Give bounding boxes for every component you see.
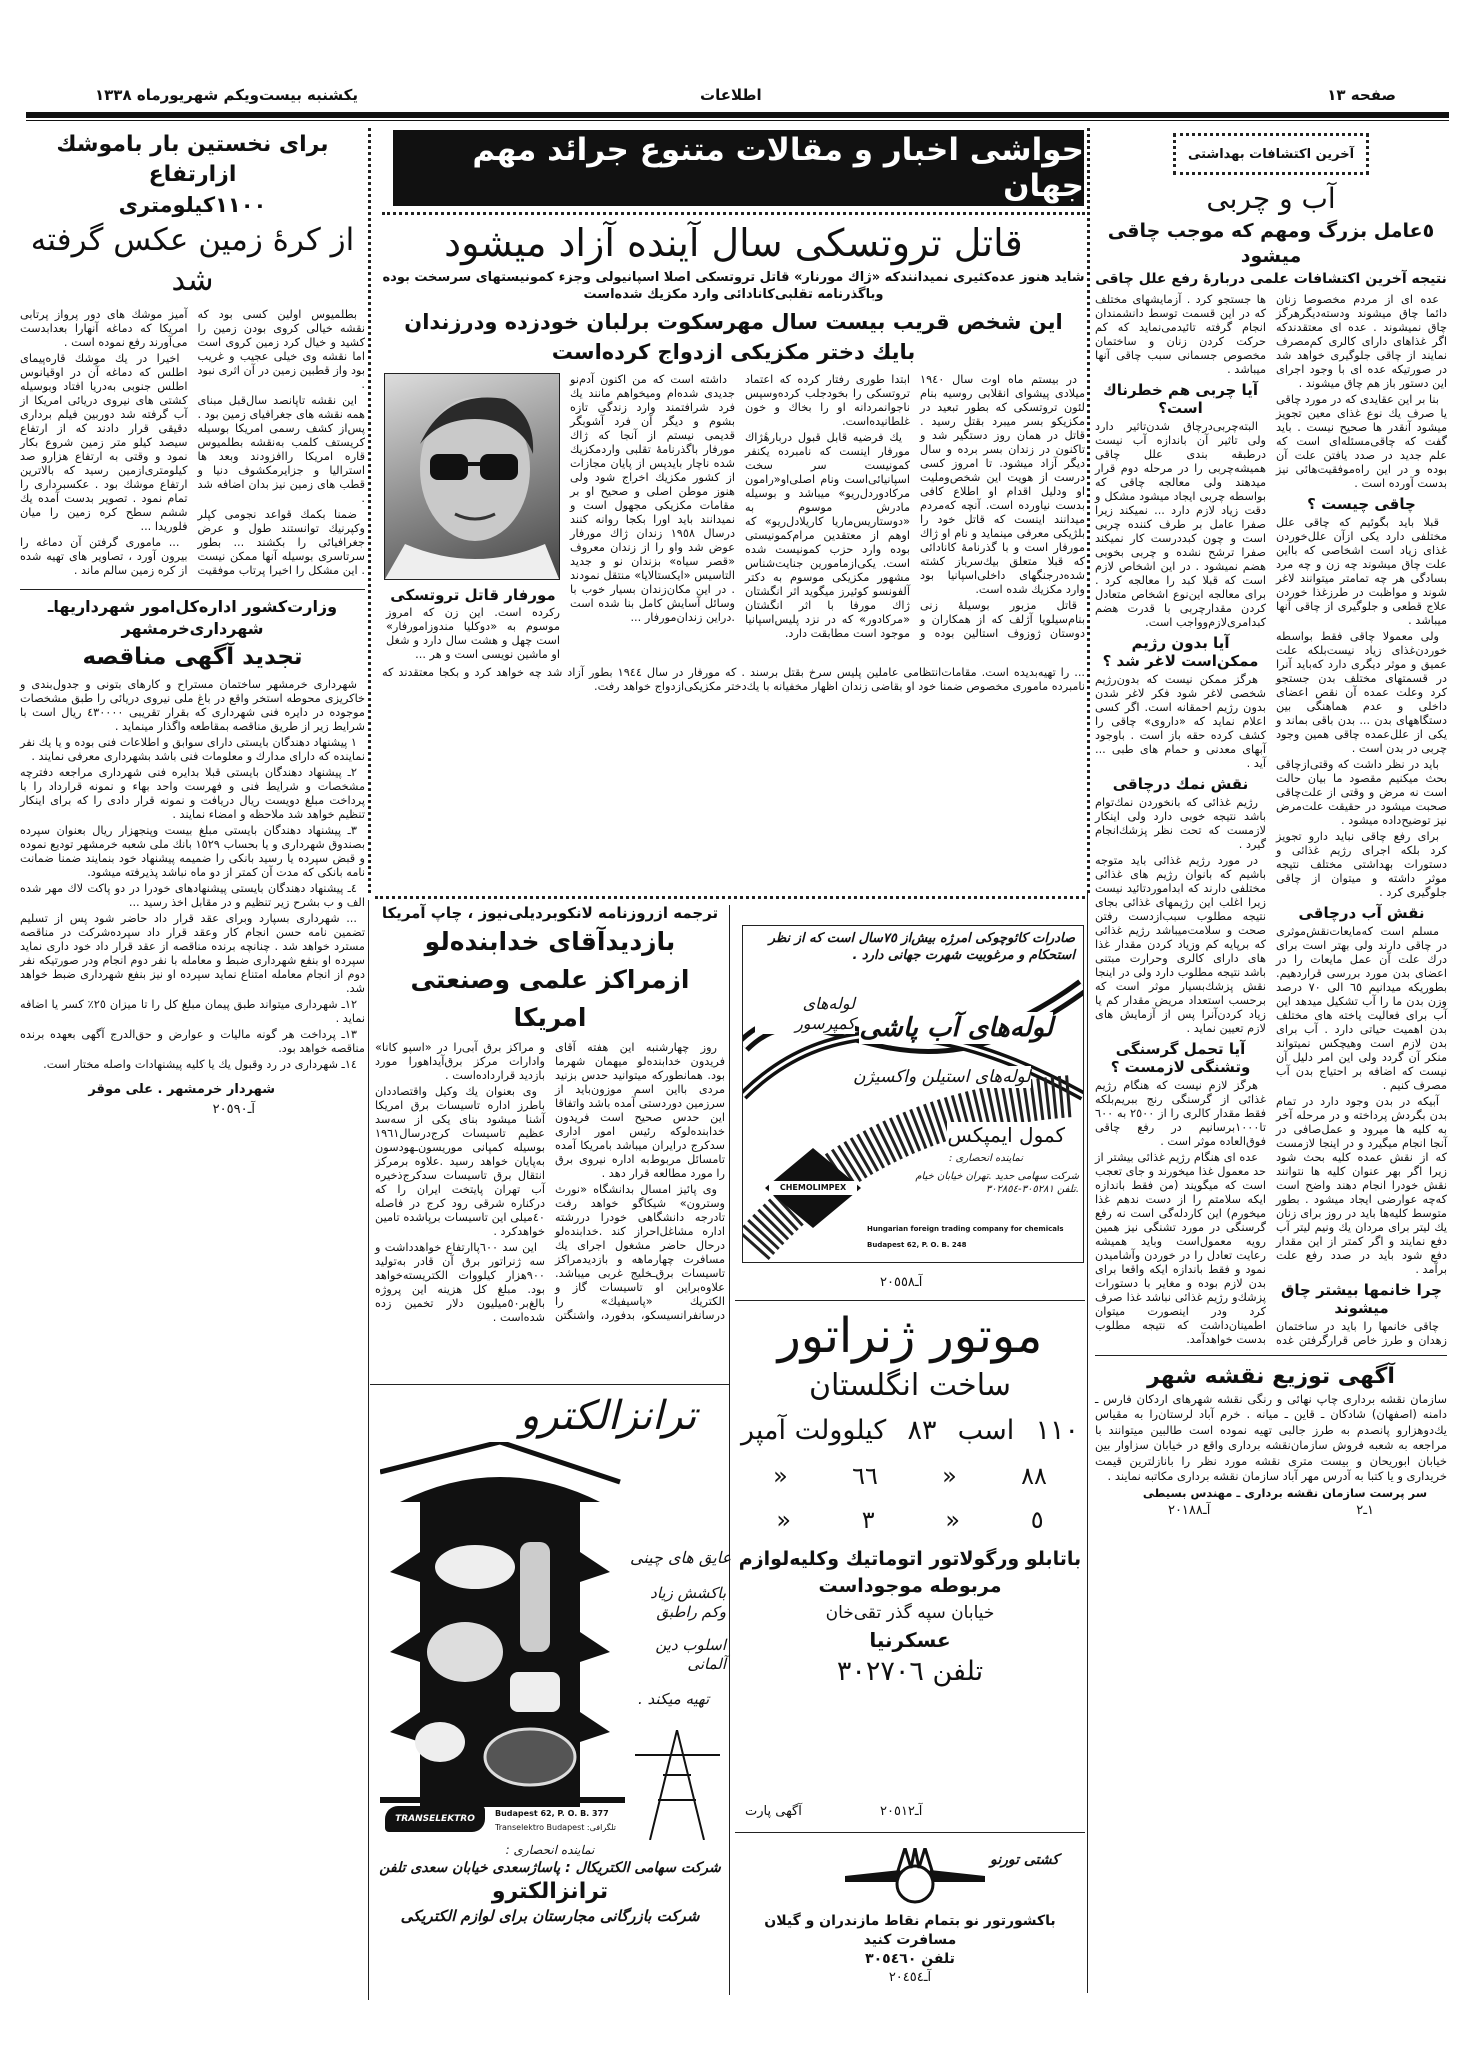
transelektro-address: Budapest 62, P. O. B. 377	[495, 1809, 609, 1818]
tour-ad-text: باکشورتور نو بتمام نقاط مازندران و گیلان مسافرت کنید	[764, 1913, 1056, 1948]
hose-english-line-1: Hungarian foreign trading company for chemicals	[867, 1225, 1064, 1233]
issue-date: یکشنبه بیست‌ویکم شهریورماه ١٣٣٨	[95, 86, 359, 104]
star-rule	[375, 896, 1085, 899]
photo-murderer-portrait	[384, 373, 560, 580]
column-divider	[1087, 893, 1088, 1993]
section-divider	[1095, 1355, 1447, 1356]
tender-organization: وزارت‌کشور اداره‌کل‌امور شهرداریهاـ شهرداری‌خرمشهر	[47, 597, 338, 638]
hose-label-sprinkler: لوله‌های آب پاشی	[859, 1013, 1053, 1043]
transelektro-telegram: Transelektro Budapest :تلگرافی	[495, 1823, 617, 1832]
tour-logo-text: کشتی تورنو	[990, 1852, 1059, 1868]
hose-label-acetylene: لوله‌های استیلن واکسیژن	[853, 1067, 1031, 1087]
section-subheading: نقش نمك درچاقی	[1112, 775, 1249, 793]
ad-code: آـ٢٠١٨٨	[1167, 1502, 1211, 1518]
map-ad-signature: سر پرست سازمان نقشه برداری ـ مهندس بسیطی	[1142, 1485, 1427, 1500]
body-paragraph: عده ای از مردم مخصوصا زنان دائما چاق میشوند ودسته‌دیگرهرگز چاق نمیشوند . عده ای معتقدندکه اگر غذاهای دارای کالری کم‌مصرف نمایند از چاقی جلوگیری خواهد شد در صورتیکه عده ای با وجود اجرای این دستور باز هم چاق میشوند .	[1276, 293, 1447, 390]
body-paragraph: ... شهرداری بسپارد وبرای عقد قرار داد حاضر شود پس از تسلیم تضمین نامه حسن انجام کار وعقد قرار داد سپرده‌شرکت در مناقصه مسترد خواهد شد . چنانچه برنده مناقصه از عقد قرار داد خود داری نماید سپرده او بنفع شهرداری ضبط و معامله با نفر دوم انجام ودر صورتیکه نفر دوم از انجام معامله امتناع نماید سپرده او نیز بنفع شهرداری ضبط خواهد شد.	[20, 912, 365, 995]
missile-article	[20, 130, 365, 579]
transelektro-line-3: اسلوب دین آلمانی	[655, 1636, 726, 1673]
motor-ad-title: موتور ژنراتور	[777, 1308, 1043, 1364]
ad-code: آـ٢٠٤٥٤	[888, 1970, 932, 1985]
spec-kva-label: کیلوولت آمپر	[741, 1414, 887, 1446]
motor-generator-advertisement	[735, 1306, 1085, 1690]
body-paragraph: هرگز لازم نیست که هنگام رژیم غذائی از گرسنگی رنج ببریم‌بلکه فقط مقدار کالری را از ٢٥٠٠ به ٦٠٠ تا١٠٠٠برسانیم در رفع چاقی فوق‌العاده موثر است .	[1095, 1079, 1267, 1148]
spec-row	[741, 1454, 1079, 1498]
motor-ad-phone: تلفن ٣٠٢٧٠٦	[836, 1656, 984, 1687]
section-subheading: آیا تحمل گرسنگی وتشنگی لازمست ؟	[1110, 1040, 1251, 1076]
left-column	[20, 130, 365, 1120]
health-article	[1095, 133, 1447, 1349]
map-ad-codes	[1095, 1502, 1447, 1519]
map-ad-title: آگهی توزیع نقشه شهر	[1147, 1363, 1395, 1389]
spec-hp-label: «	[945, 1506, 961, 1534]
body-paragraph: ٢ـ پیشنهاد دهندگان بایستی قبلا بدایره فنی شهرداری مراجعه دفترچه مشخصات و شرایط فنی و فهرست واحد بهاء و نمونه قرارداد را با پرداخت مبلغ دویست ریال دریافت و نمونه قرار دادی را که برای اینکار تنظیم خواهد شد ملاحظه و امضاء نمایند .	[20, 766, 365, 821]
column-divider	[729, 905, 730, 1995]
chemolimpex-logo: CHEMOLIMPEX	[779, 1183, 847, 1192]
body-paragraph: ... ماموری گرفتن آن دماغه را بیرون آورد ، تصاویر های تهیه شده از کره زمین سالم ماند .	[20, 536, 188, 577]
tender-signature: شهردار خرمشهر . علی موقر	[88, 1082, 275, 1097]
body-paragraph: هرگز ممکن نیست که بدون‌رژیم شخصی لاغر شود فکر لاغر شدن بدون رژیم احمقانه است. اگر کسی اعلام نماید که «داروی» چاقی را کشف کرده حقه باز است . باوجود آبهای معدنی و حمام های طبی ... آید .	[1095, 673, 1266, 770]
trotsky-article	[382, 212, 1085, 694]
body-paragraph: عده ای هنگام رژیم غذائی بیشتر از حد معمول غذا میخورند و جای تعجب است که میگویند (من فقط باندازه ایکه سلامتم را از دست ندهم غذا میخورم) این کاردله‌گی است نه رفع گرسنگی در مورد تشنگی نیز همین رویه معمول‌است وباید همیشه رعایت تعادل را در خوردن وآشامیدن نمود و فقط باندازه ایکه واقعا برای بدن لازم بوده و مغایر با دستورات پزشك‌و رژیم غذائی نباشد غذا صرف کرد ودر اینصورت میتوان اطمینان‌داشت که نتیجه مطلوب بدست خواهدآمد.	[1095, 1151, 1266, 1346]
photo-column	[386, 373, 560, 662]
body-paragraph: در مورد رژیم غذائی باید متوجه باشیم که بانوان رژیم های غذائی مختلفی دارند که ابداموردتائید نیست زیرا اغلب این رژیمهای غذائی بجای نتیجه مطلوب سبب‌ازدست رفتن صحت و سلامت‌میباشد رژیم غذائی که برپایه کم وزیاد کردن مقدار غذا های دارای کالری وحرارت مبتنی باشد نتیجه مطلوب دارد ولی در اینجا نقش پزشك‌بسیار موثر است که برحسب استعداد مریض مقدار کم یا زیاد کردن‌آنرا پس از آزمایش های لازم تعیین نماید .	[1095, 854, 1266, 1035]
motor-ad-line-2: مربوطه موجوداست	[818, 1575, 1002, 1597]
ad-code: آـ٢٠٥١٢	[880, 1804, 923, 1819]
hose-ad-tagline: صادرات کائوچوکی امرژه بیش‌از ٧٥سال است که از نظر استحکام و مرغوبیت شهرت جهانی دارد .	[768, 931, 1075, 963]
body-paragraph: باید در نظر داشت که وقتی‌ازچاقی بحث میکنیم مقصود ما بیان حالت است نه مرض و وقتی از علت‌چاقی صحبت میشود در حقیقت علت‌مرض نیز توضیح‌داده میشود .	[1276, 758, 1447, 827]
missile-body	[20, 308, 365, 579]
right-column	[1095, 133, 1447, 1519]
trotsky-subhead: این شخص قریب بیست سال مهرسکوت برلبان خودزده ودرزندان بایك دختر مکزیکی ازدواج کرده‌است	[404, 310, 1063, 364]
hose-company: شرکت سهامی حدید .تهران خیابان خیام .تلفن ٣٠٥٢٨١-٣٠٢٨٥٤	[899, 1170, 1079, 1196]
tender-notice	[20, 596, 365, 1120]
transelektro-line-1: عایق های چینی	[630, 1548, 732, 1567]
ad-code: آـ٢٠٥٥٨	[880, 1275, 923, 1290]
ad-code: آـ٢٠٥٩٠	[212, 1102, 255, 1117]
photo-caption: مورفار قاتل تروتسکی	[390, 586, 556, 604]
motor-spec-table	[735, 1406, 1085, 1542]
tender-title: تجدید آگهی مناقصه	[82, 644, 303, 670]
trotsky-body-row	[382, 373, 1085, 662]
ad-agency: آگهی پارت	[745, 1804, 802, 1819]
transelektro-rep-label: نماینده انحصاری :	[505, 1843, 595, 1857]
body-paragraph: شهرداری خرمشهر ساختمان مستراح و کارهای بتونی و جدول‌بندی و خاکریزی محوطه استخر واقع در باغ ملی نیروی دریائی را طبق مشخصات موجوده در دایره فنی شهرداری که بقرار تقریبی ٤٣٠٠٠٠ ریال است با شرایط زیر از طریق مناقصه بمقاطعه واگذار مینماید .	[20, 678, 365, 733]
health-subhead: نتیجه آخرین اکتشافات علمی دربارهٔ رفع علل چاقی	[1095, 271, 1447, 287]
body-paragraph: ولی معمولا چاقی فقط بواسطه خوردن‌غذای زیاد نیست‌بلکه علت عمیق و موثر دیگری دارد که‌باید آنرا در قسمتهای مختلف بدن جستجو کرد وعلت عمده آن نقص اعضای داخلی و عدم هماهنگی بین دستگاههای بدن ... بدن باقی بماند و یکی از علل‌عمده چاقی همین وجود چربی در بدن است .	[1276, 630, 1447, 755]
body-paragraph: قاتل مزبور بوسیلهٔ زنی بنام‌سیلویا آژلف که از همکاران و دوستان ژوزوف استالین بوده و ابتدا طوری رفتار کرده که اعتماد تروتسکی را بخودجلب کرده‌وسپس ناجوانمردانه او را بخاك و خون غلطانیده‌است.	[745, 373, 1085, 640]
trotsky-body	[570, 373, 1085, 662]
winged-globe-logo	[845, 1848, 985, 1908]
body-paragraph: این نقشه تاپانصد سال‌قبل مبنای همه نقشه های جغرافیای زمین بود . پس‌از کشف رسمی امریکا بوسیله کریستف کلمب به‌نقشه بطلمیوس قاره امریکا راافزودند وبعد ها استرالیا و جزایرمکشوف دنیا و قطب های زمین نیز بدان اضافه شد .	[197, 394, 365, 505]
column-divider	[368, 128, 371, 893]
body-paragraph: البته‌چربی‌درچاق شدن‌تاثیر دارد ولی تاثیر آن باندازه آب نیست درطبقه بندی علل چاقی همیشه‌چربی را در مرحله دوم قرار میدهند ولی معالجه چاقی که بواسطه چربی ایجاد میشود مشکل و دقت زیاد لازم دارد ... نمیکند زیرا صفرا عامل بر طرف کننده چربی است و چون کبددرست کار نمیکند صفرا ترشح نشده و چربی بخوبی هضم نمیشود . در این اشخاص لازم است که قبلا کبد را معالجه کرد . برای معالجه این‌نوع اشخاص متعادل کردن مقدارچربی با قدرت هضم کبدامری‌لازم‌وواجب است.	[1095, 420, 1266, 629]
trotsky-body-continued: رکرده است. این زن که امروز موسوم به «دوکلیا مندوزامورفار» است چهل و هشت سال دارد و شغل او ماشین نویسی است و هر ...	[386, 606, 560, 661]
masthead-rule	[26, 112, 1449, 118]
health-kicker: آخرین اکتشافات بهداشتی	[1173, 133, 1369, 175]
missile-headline-1: برای نخستین بار باموشك ازارتفاع	[56, 132, 329, 187]
trotsky-deck: شاید هنوز عده‌کثیری نمیدانندکه «ژاك مورنار» قاتل تروتسکی اصلا اسپانیولی وجزء کمونیستهای سرسخت بوده وباگذرنامه تقلبی‌کانادائی وارد مکزیك شده‌است	[382, 270, 1085, 302]
transelektro-title: ترانزالکترو	[520, 1393, 697, 1439]
section-divider	[735, 1832, 1085, 1833]
trotsky-headline: قاتل تروتسکی سال آینده آزاد میشود	[444, 221, 1023, 265]
transelektro-tagline: شرکت بازرگانی مجارستان برای لوازم الکتریکی	[400, 1907, 700, 1925]
missile-headline-2: ١١٠٠کیلومتری	[118, 193, 267, 217]
column-divider	[368, 900, 369, 2000]
section-divider	[20, 589, 365, 590]
tour-ad-phone: تلفن ٣٠٥٤٦٠	[865, 1951, 955, 1967]
section-divider	[370, 1384, 730, 1385]
spec-hp: ٨٨	[1021, 1462, 1047, 1490]
spec-kva-label: «	[773, 1462, 788, 1490]
masthead-rule-thin	[26, 120, 1449, 121]
map-distribution-notice	[1095, 1362, 1447, 1519]
portrait-image	[385, 374, 559, 579]
visit-headline: بازدیدآقای خدابنده‌لو ازمراکز علمی وصنعتی امریکا	[410, 927, 690, 1032]
body-paragraph: بنا بر این عقایدی که در مورد چاقی یا صرف یك نوع غذای معین تجویز میشود آنقدر ها صحیح نیست . باید گفت که چاقی‌مسئله‌ای است که علم جدید در صدد یافتن علت آن بوده و در این راه‌موفقیت‌هائی نیز بدست آورده است .	[1276, 393, 1447, 490]
spec-hp: ٥	[1030, 1506, 1044, 1534]
body-paragraph: ٤ـ پیشنهاد دهندگان بایستی پیشنهادهای خودرا در دو پاکت لاك مهر شده الف و ب بشرح زیر تنظیم و در مقابل اخذ رسید ...	[20, 882, 365, 909]
body-paragraph: یك فرضیه قابل قبول دربارهٔژاك مورفار اینست که نامبرده یکنفر کمونیست سر سخت اسپانیائی‌است ونام اصلی‌او«رامون مرکادوردل‌ریو» میباشد و بوسیله مادرش موسوم به «دوستاریس‌ماریا کاریلادل‌ریو» که اوهم از معتقدین مرام‌کمونیستی بوده وارد حزب کمونیست شده است. یکی‌ازمامورین جنایت‌شناس مشهور مکزیکی موسوم به دکتر آلفونسو کوئیرز میگوید اثر انگشتان ژاك مورفا با اثر انگشتان «مرکادور» که در نزد پلیس‌اسپانیا موجود است مطابقت دارد.	[745, 431, 910, 640]
health-headline: ٥عامل بزرگ ومهم که موجب چاقی میشود	[1107, 220, 1435, 267]
page-number: صفحه ١٣	[1327, 86, 1396, 104]
body-paragraph: چاقی خانمها را باید در ساختمان زهدان و طرز خاص قرارگرفتن غده ها جستجو کرد . آزمایشهای مختلف که در این قسمت توسط دانشمندان انجام گرفته تائیدمی‌نماید که کم حرکت کردن زنان و ساختمان مخصوص جسمانی سبب چاقی آنها میباشد .	[1095, 293, 1447, 1347]
body-paragraph: وی بعنوان یك وکیل واقتصاددان باطرز اداره تاسیسات برق امریکا آشنا میشود بنای یکی از سه‌سد عظیم تاسیسات کرج‌درسال١٩٦١ بوسیله کمپانی موریسون‌ـهودسون به‌پایان خواهد رسید .علاوه برمرکز انتقال برق تاسیسات سدکرج‌ذخیره آب تهران پایتخت ایران را که درکناره شرقی رود کرج در فاصله ٤٠میلی این تاسیسات برپاشده تامین خواهدکرد .	[375, 1085, 545, 1238]
map-ad-body: سازمان نقشه برداری چاپ نهائی و رنگی نقشه شهرهای اردکان فارس ـ دامنه (اصفهان) شادکان ـ قاین ـ میانه . خرم آباد لرستان‌را به مقیاس یك‌دوهزارو پانصدم به طرز جالبی تهیه نموده است طالبین میتوانند با مراجعه به شعبه فروش سازمان‌نقشه برداری واقع در خیابان سزاوار بین خیابان ابوریحان و بیست متری نقشه مورد نظر را بانازلترین قیمت خریداری و یا کتبا به آدرس مهر آباد سازمان نقشه برداری مکاتبه نمایند .	[1095, 1391, 1447, 1483]
body-paragraph: این سد ٦٠٠پاارتفاع خواهدداشت و سه ژنراتور برق آن قادر به‌تولید ٩٠٠هزار کیلووات الکتریسته‌خواهد بود. مبلغ کل هزینه این پروژه بالغ‌بر٥٠میلیون دلار تخمین زده شده‌است .	[375, 1241, 545, 1324]
newspaper-name: اطلاعات	[700, 86, 762, 104]
body-paragraph: داشته است که من اکنون آدم‌نو جدیدی شده‌ام ومیخواهم مانند یك فرد شرافتمند وارد زندگی تازه بشوم و دیگر آن فرد آشوبگر قدیمی نیستم از آنجا که ژاك مورفار باگذرنامهٔ تقلبی واردمکزیك شده ناچار بایدپس از پایان مجازات از کشور مکزیك اخراج شود ولی هنوز موطن اصلی و صحیح او بر مقامات مکزیکی مجهول است و نمیدانند باید اورا بکجا روانه کنند درسال ١٩٥٨ زندان ژاك مورفار عوض شد واو را از زندان معروف «قصر سیاه» بزندان نو و جدید التاسیس «ایکستالایا» منتقل نمودند . در این مکان‌زندان بسیار خوب با وسائل آسایش کامل بنا شده است .دراین زندان‌مورفار ...	[570, 373, 735, 624]
spec-kva: ٨٣	[907, 1414, 937, 1446]
hose-label-compressor: لوله‌های کمپرسور	[755, 994, 855, 1034]
section-subheading: چرا خانمها بیشتر چاق میشوند	[1281, 1281, 1442, 1317]
body-paragraph: وی پائیز امسال بدانشگاه «نورث وسترون» شیکاگو خواهد رفت تادرجه دانشگاهی خودرا دررشته اداره مشاغل‌احراز کند .خدابنده‌لو درحال حاضر مشغول اجرای یك مسافرت چهارماهه و بازدیدمراکز تاسیسات برق‌ـخلیج غربی میباشد. علاوه‌براین او تاسیسات گاز و الکتریك «پاسیفیك» را درسانفرانسیسکو، بدفورد، واشنگتن و مراکز برق آبی‌را در «اسپو کانا» وادارات مرکز برق‌آیداهورا مورد بازدید قرارداده‌است .	[375, 1041, 725, 1322]
column-divider	[1087, 128, 1090, 893]
section-subheading: آیا چربی هم خطرناك است؟	[1103, 381, 1258, 417]
trotsky-body-end: ... را تهیه‌بدیده است. مقامات‌انتظامی عاملین پلیس سرخ بقتل برسند . که مورفار در سال ١٩٤٤ بطور آزاد شد چه خواهد کرد و بکجا معتقدند که نامبرده ماموری مخصوص ضمنا خود او بقاضی زندان اظهار مخفیانه با یك‌دختر مکزیکی‌ازدواج خواهد رفت.	[382, 666, 1086, 693]
star-rule	[382, 212, 1085, 215]
transelektro-line-2: باکشش زیاد وکم راطبق	[650, 1584, 726, 1621]
body-paragraph: ١ پیشنهاد دهندگان بایستی دارای سوابق و اطلاعات فنی بوده و یا یك نفر نماینده که دارای مدارك و معلومات فنی باشد بشهرداری معرفی نمایند .	[20, 736, 365, 763]
body-paragraph: قبلا باید بگوئیم که چاقی علل مختلفی دارد یکی ازآن علل‌خوردن غذای زیاد است اشخاصی که بااین علت چاق میشوند چه زن و چه مرد بسادگی هر چه تمامتر میتوانند لاغر شوند و مواظبت در طرزغذا خوردن علاج قطعی و جلوگیری از چاقی آنها میباشد .	[1276, 516, 1447, 627]
transelektro-brand: ترانزالکترو	[491, 1879, 609, 1904]
ad-insertion: ١ـ٢	[1356, 1502, 1375, 1518]
transelektro-logo: TRANSELEKTRO	[385, 1806, 485, 1832]
hose-advertisement	[742, 925, 1084, 1263]
spec-hp-label: اسب	[957, 1414, 1015, 1446]
spec-kva-label: «	[776, 1506, 792, 1534]
body-paragraph: برای رفع چاقی نباید دارو تجویز کرد بلکه اجرای رژیم غذائی و دستورات بهداشتی مختلف نتیجه موثر داشته و میتوان از چاقی جلوگیری کرد .	[1276, 830, 1447, 899]
body-paragraph: آبیکه در بدن وجود دارد در تمام بدن بگردش پرداخته و در مرحله آخر به کلیه ها میرود و عمل‌صافی در آنجا انجام میگیرد و در اینجا لازمست که از نقش عمده کلیه بحث شود زیرا اگر بهر عنوان کلیه ها نتوانند نقش خودرا انجام دهند واضح است که‌چه عوارضی ایجاد میشود . بطور متوسط کلیه‌ها باید در روز برای زنان یك لیتر برای مردان یك ونیم لیتر آب دفع نمایند و اگر کمتر از این مقدار دفع شود باید در صدد رفع علت برآمد .	[1276, 1095, 1447, 1276]
power-tower-icon	[630, 1730, 725, 1840]
body-paragraph: بطلمیوس اولین کسی بود که نقشه خیالی کروی بودن زمین را کشید و خیال کرد زمین کروی است اما نقشه وی خیلی عجیب و غریب بود واز قطبین زمین در آن اثری نبود .	[197, 308, 365, 391]
body-paragraph: ٣ـ پیشنهاد دهندگان بایستی مبلغ بیست وپنجهزار ریال بعنوان سپرده بصندوق شهرداری و یا بحساب ١٥٢٩ بانك ملی شعبه خرمشهر تودیع نموده و قبض سپرده یا رسید بانکی را ضمیمه پیشنهاد خود بنمایند ضمنا ضمانت نامه بانکی که مدت آن کمتر از دو ماه نباشد پذیرفته میشود.	[20, 824, 365, 879]
health-title: آب و چربی	[1206, 182, 1336, 215]
tender-body	[20, 678, 365, 1074]
body-paragraph: مسلم است که‌مایعات‌نقش‌موثری در چاقی دارند ولی بهتر است برای درك علت آن عمل مایعات را در اعضای بدن مورد بررسی قراردهیم. بطوریکه میدانیم ٦٥ الی ٧٠ درصد وزن بدن ما را آب تشکیل میدهد این آب برای فعالیت یاخته های مختلف بدن اهمیت حیاتی دارد . آب برای بدن لازم است وهیچکس نمیتواند منکر آن گردد ولی این امر دلیل آن نیست که اضافه بر احتیاج بدن آب مصرف کنیم .	[1276, 925, 1447, 1092]
hose-english-line-2: Budapest 62, P. O. B. 248	[867, 1241, 967, 1249]
section-divider	[735, 1300, 1085, 1301]
section-subheading: نقش آب درچاقی	[1298, 904, 1425, 922]
transelektro-company: شرکت سهامی الکتریکال : پاساژسعدی خیابان سعدی تلفن	[379, 1860, 721, 1876]
hose-illustration	[743, 926, 1083, 1262]
body-paragraph: ضمنا بکمك قواعد نجومی کپلر وکپرنیك توانستند طول و عرض جغرافیائی را بکشند ... بطور سرتاسری بوسیله آنها ممکن نیست . این مشکل را اخیرا پرتاب موفقیت آمیز موشك های دور پرواز پرتابی امریکا که دماغه آنهارا بعدابدست می‌آورند رفع نموده است .	[20, 308, 365, 577]
spec-row	[741, 1498, 1079, 1542]
body-paragraph: ١٢ـ شهرداری میتواند طبق پیمان مبلغ کل را تا میزان ٢٥٪ کسر یا اضافه نماید .	[20, 998, 365, 1025]
section-subheading: چاقی چیست ؟	[1307, 495, 1416, 513]
spec-kva: ٣	[861, 1506, 875, 1534]
motor-ad-address: خیابان سپه گذر تقی‌خان	[825, 1603, 995, 1623]
visit-source: ترجمه ازروزنامه لانکوبردیلی‌نیوز ، چاپ آمریکا	[381, 904, 719, 922]
missile-headline-3: از کرهٔ زمین عکس گرفته شد	[30, 222, 355, 298]
health-body	[1095, 293, 1447, 1349]
spec-kva: ٦٦	[852, 1462, 878, 1490]
motor-ad-origin: ساخت انگلستان	[809, 1368, 1011, 1403]
body-paragraph: ١٤ـ شهرداری در رد وقبول یك یا کلیه پیشنهادات واصله مختار است.	[43, 1058, 357, 1071]
spec-hp: ١١٠	[1035, 1414, 1079, 1446]
section-banner: حواشی اخبار و مقالات متنوع جرائد مهم جهان	[393, 130, 1084, 206]
hose-rep-label: نماینده انحصاری :	[948, 1153, 1023, 1164]
body-paragraph: روز چهارشنبه این هفته آقای فریدون خدابنده‌لو میهمان شهرما بود. همانطورکه میتوانید حدس بزنید مردی بااین اسم موزون‌باید از سرزمین دوردستی آمده باشد واتفاقا این حدس صحیح است فریدون خدابنده‌لوکه رئیس امور اداری سدکرج درایران میباشد بامریکا آمده تامسائل مربوط‌به اداره نیروی برق را مورد مطالعه قرار دهد .	[555, 1041, 725, 1180]
section-subheading: آیا بدون رژیم ممکن‌است لاغر شد ؟	[1102, 634, 1259, 670]
hose-brand: کمول ایمپکس	[947, 1123, 1065, 1147]
visit-body	[375, 1041, 725, 1325]
body-paragraph: ١٣ـ پرداخت هر گونه مالیات و عوارض و حق‌الدرج آگهی بعهده برنده مناقصه خواهد بود.	[20, 1028, 365, 1055]
visit-article	[375, 903, 725, 1325]
body-paragraph: رژیم غذائی که بانخوردن نمك‌توام باشد نتیجه خوبی دارد ولی اینکار لازمست که تحت نظر پزشك‌انجام گیرد .	[1095, 796, 1266, 851]
spec-row	[741, 1406, 1079, 1454]
body-paragraph: در بیستم ماه اوت سال ١٩٤٠ میلادی پیشوای انقلابی روسیه بنام لئون تروتسکی که بطور تبعید در مکزیکو بسر میبرد بقتل رسید . قاتل در همان روز دستگیر شد و تاکنون در زندان بسر برده و سال دیگر آزاد میشود. تا امروز کسی درست از هویت این شخص‌وملیت او ودلیل اقدام او اطلاع کافی بدست نیاورده است. آنچه که‌مردم میدانند اینست که قاتل خود را بلژیکی معرفی مینماید و نام او ژاك مورفار است و با گذرنامهٔ کانادائی که قبلا متعلق بیك‌سرباز کشته شده‌درجنگهای داخلی‌اسپانیا بود وارد مکزیك شده است.	[920, 373, 1085, 596]
spec-hp-label: «	[942, 1462, 957, 1490]
transelektro-line-4: تهیه میکند .	[638, 1690, 710, 1708]
body-paragraph: اخیرا در یك موشك قاره‌پیمای اطلس که دماغه آن در اوقیانوس اطلس جنوبی به‌دریا افتاد وبوسیله کشتی های نیروی دریائی امریکا از آب گرفته شد دوربین فیلم برداری دقیقی قرار دادند که از ارتفاع سیصد کیلو متر زمین شروع بکار نمود و وقتی به ارتفاع هزارو صد کیلومتری‌ازمین رسید که بالاترین ارتفاع موشك بود . عکسبرداری را تمام نمود . تصویر بدست آمده یك ششم سطح کره زمین را میان فلوریدا ...	[20, 352, 188, 533]
insulator-illustration	[380, 1442, 625, 1842]
motor-ad-line-1: باتابلو ورگولاتور اتوماتیك وکلیه‌لوازم	[738, 1548, 1082, 1570]
motor-ad-name: عسکرنیا	[869, 1628, 951, 1652]
